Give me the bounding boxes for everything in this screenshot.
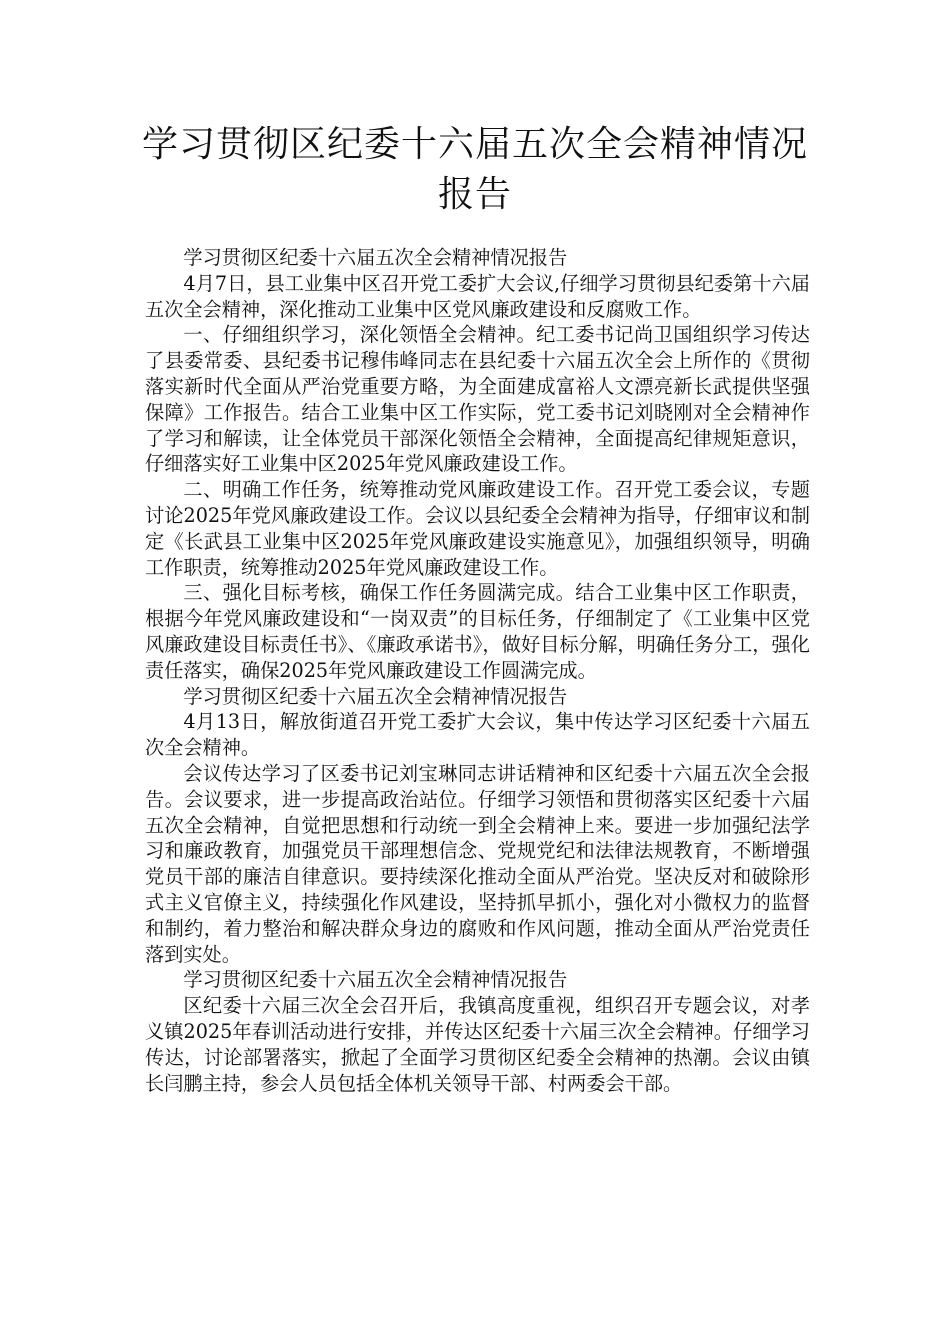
paragraph: 4月13日，解放街道召开党工委扩大会议，集中传达学习区纪委十六届五次全会精神。 — [145, 710, 810, 760]
paragraph: 4月7日，县工业集中区召开党工委扩大会议,仔细学习贯彻县纪委第十六届五次全会精神，深化推动工业集中区党风廉政建设和反腐败工作。 — [145, 271, 810, 321]
section-heading-2: 学习贯彻区纪委十六届五次全会精神情况报告 — [183, 684, 568, 708]
paragraph: 会议传达学习了区委书记刘宝琳同志讲话精神和区纪委十六届五次全会报告。会议要求，进一步提高政治站位。仔细学习领悟和贯彻落实区纪委十六届五次全会精神，自觉把思想和行动统一到全会精神上来。要进一步加强纪法学习和廉政教育，加强党员干部理想信念、党规党纪和法律法规教育，不断增强党员干部的廉洁自律意识。要持续深化推动全面从严治党。坚决反对和破除形式主义官僚主义，持续强化作风建设，坚持抓早抓小，强化对小微权力的监督和制约，着力整治和解决群众身边的腐败和作风问题，推动全面从严治党责任落到实处。 — [145, 761, 810, 966]
document-body — [145, 245, 810, 1096]
section-heading-1: 学习贯彻区纪委十六届五次全会精神情况报告 — [183, 246, 568, 269]
paragraph: 三、强化目标考核，确保工作任务圆满完成。结合工业集中区工作职责，根据今年党风廉政建设和“一岗双责”的目标任务，仔细制定了《工业集中区党风廉政建设目标责任书》、《廉政承诺书》，做好目标分解，明确任务分工，强化责任落实，确保2025年党风廉政建设工作圆满完成。 — [145, 581, 810, 682]
paragraph: 一、仔细组织学习，深化领悟全会精神。纪工委书记尚卫国组织学习传达了县委常委、县纪委书记穆伟峰同志在县纪委十六届五次全会上所作的《贯彻落实新时代全面从严治党重要方略，为全面建成富裕人文漂亮新长武提供坚强保障》工作报告。结合工业集中区工作实际，党工委书记刘晓刚对全会精神作了学习和解读，让全体党员干部深化领悟全会精神，全面提高纪律规矩意识，仔细落实好工业集中区2025年党风廉政建设工作。 — [145, 323, 810, 476]
paragraph: 二、明确工作任务，统筹推动党风廉政建设工作。召开党工委会议，专题讨论2025年党风廉政建设工作。会议以县纪委全会精神为指导，仔细审议和制定《长武县工业集中区2025年党风廉政建设实施意见》，加强组织领导，明确工作职责，统筹推动2025年党风廉政建设工作。 — [145, 478, 810, 579]
document-title: 学习贯彻区纪委十六届五次全会精神情况报告 — [141, 124, 808, 215]
paragraph: 区纪委十六届三次全会召开后，我镇高度重视，组织召开专题会议，对孝义镇2025年春训活动进行安排，并传达区纪委十六届三次全会精神。仔细学习传达，讨论部署落实，掀起了全面学习贯彻区纪委全会精神的热潮。会议由镇长闫鹏主持，参会人员包括全体机关领导干部、村两委会干部。 — [145, 994, 810, 1095]
section-heading-3: 学习贯彻区纪委十六届五次全会精神情况报告 — [183, 968, 568, 992]
